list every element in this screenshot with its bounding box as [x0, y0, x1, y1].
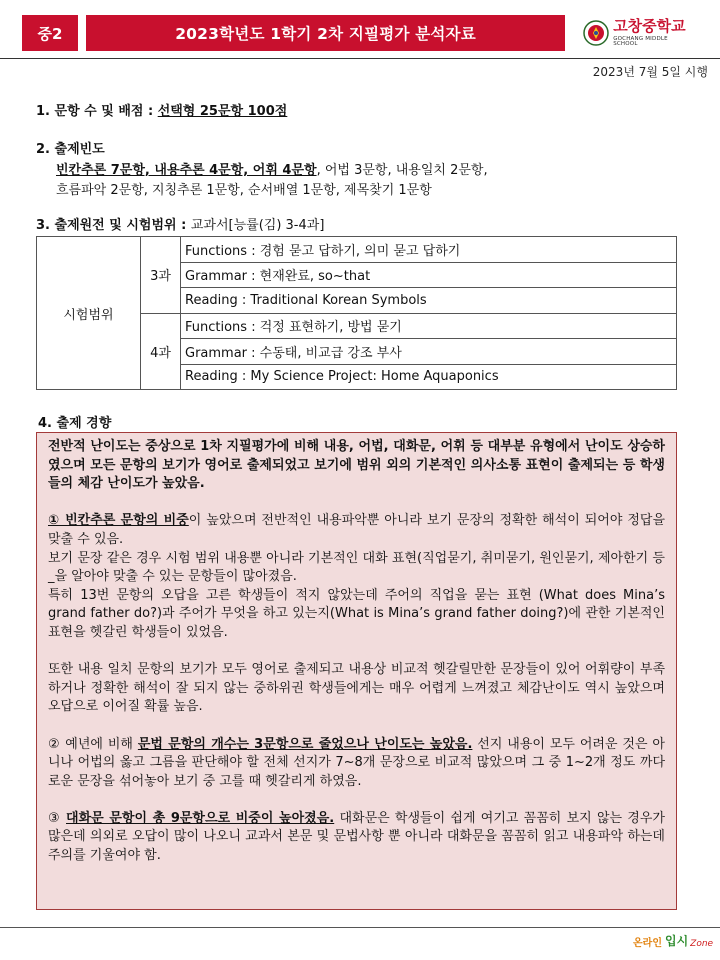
section3-label: 3. 출제원전 및 시험범위 :	[36, 218, 191, 233]
section1-value: 선택형 25문항 100점	[157, 104, 288, 119]
trend-intro: 전반적 난이도는 중상으로 1차 지필평가에 비해 내용, 어법, 대화문, 어휘 등 대부분 유형에서 난이도 상승하였으며 모든 문항의 보기가 영어로 출제되었고 보기에 범위 외의 기본적인 의사소통 표현이 출제되는 등 학생들의 체감 난이도가 높았음.	[48, 439, 665, 492]
trend-point-2	[48, 736, 665, 792]
section-trend-heading: 4. 출제 경향	[38, 416, 112, 431]
lesson-3-grammar: Grammar : 현재완료, so~that	[181, 262, 677, 288]
header	[22, 15, 694, 51]
section-source-heading	[36, 214, 324, 233]
point-1-text: 이 높았으며 전반적인 내용파악뿐 아니라 보기 문장의 정확한 해석이 되어야 정답을 맞출 수 있음.	[48, 513, 666, 547]
lesson-3-reading: Reading : Traditional Korean Symbols	[181, 288, 677, 314]
lesson-3-cell: 3과	[141, 237, 181, 314]
frequency-line-1	[56, 159, 488, 178]
trend-point-1-example: 특히 13번 문항의 오답을 고른 학생들이 적지 않았는데 주어의 직업을 묻는 표현 (What does Mina’s grand father do?)과 주어가 무엇을 하고 있는지(What is Mina’s grand father doing?)에 관한 기본적인 표현을 헷갈린 학생들이 있었음.	[48, 587, 665, 640]
school-name-en: GOCHANG MIDDLE SCHOOL	[613, 35, 668, 47]
frequency-highlight: 빈칸추론 7문항, 내용추론 4문항, 어휘 4문항	[56, 163, 317, 178]
section1-label: 1. 문항 수 및 배점 :	[36, 104, 158, 119]
lesson-4-reading: Reading : My Science Project: Home Aquaponics	[181, 364, 677, 390]
bottom-divider	[0, 927, 720, 928]
trend-point-1-detail: 보기 문장 같은 경우 시험 범위 내용뿐 아니라 기본적인 대화 표현(직업묻기, 취미묻기, 원인묻기, 제아한기 등_을 알아야 맞출 수 있는 문항들이 많아졌음.	[48, 550, 665, 585]
point-2-lead: 문법 문항의 개수는 3문항으로 줄었으나 난이도는 높았음.	[137, 736, 473, 752]
point-3-num: ③	[48, 810, 67, 826]
school-logo	[583, 15, 694, 51]
lesson-4-grammar: Grammar : 수동태, 비교급 강조 부사	[181, 339, 677, 365]
point-1-lead: ① 빈칸추론 문항의 비중	[48, 513, 189, 529]
top-divider	[0, 58, 720, 59]
point-3-lead: 대화문 문항이 총 9문항으로 비중이 높아졌음.	[66, 810, 335, 826]
footer-logo-b: 입시	[664, 934, 689, 948]
point-3-text: 대화문은 학생들이 쉽게 여기고 꼼꼼히 보지 않는 경우가 많은데 의외로 오답이 많이 나오니 교과서 본문 및 문법사항 뿐 아니라 대화문을 꼼꼼히 읽고 내용파악 하는데 주의를 기울여야 함.	[48, 810, 665, 864]
lesson-3-functions: Functions : 경험 묻고 답하기, 의미 묻고 답하기	[181, 237, 677, 263]
trend-point-1	[48, 512, 665, 549]
school-emblem-icon	[583, 20, 609, 46]
frequency-line-2: 흐름파악 2문항, 지칭추론 1문항, 순서배열 1문항, 제목찾기 1문항	[56, 183, 432, 198]
table-row	[37, 237, 677, 263]
lesson-4-cell: 4과	[141, 313, 181, 390]
footer-logo	[633, 932, 713, 949]
page-title: 2023학년도 1학기 2차 지필평가 분석자료	[86, 15, 565, 51]
grade-badge: 중2	[22, 15, 78, 51]
point-2-text: 선지 내용이 모두 어려운 것은 아니나 어법의 옳고 그름을 판단해야 할 전체 선지가 7~8개 문장으로 비교적 많았으며 그 중 1~2개 정도 까다로운 문장을 섞어놓아 보기 중 고를 때 헷갈리게 하였음.	[48, 736, 665, 789]
exam-range-table	[36, 236, 677, 390]
section-frequency-heading: 2. 출제빈도	[36, 142, 105, 157]
footer-logo-a: 온라인	[633, 938, 662, 949]
footer-logo-c: Zone	[690, 939, 714, 949]
trend-analysis-box	[36, 432, 677, 910]
school-name: 고창중학교	[613, 16, 686, 35]
point-2-num: ② 예년에 비해	[48, 736, 138, 752]
section-question-count	[36, 100, 287, 119]
trend-point-3	[48, 810, 665, 866]
frequency-rest: , 어법 3문항, 내용일치 2문항,	[316, 163, 488, 178]
exam-date: 2023년 7월 5일 시행	[592, 65, 708, 79]
lesson-4-functions: Functions : 걱정 표현하기, 방법 묻기	[181, 313, 677, 339]
trend-point-1b: 또한 내용 일치 문항의 보기가 모두 영어로 출제되고 내용상 비교적 헷갈릴만한 문장들이 있어 어휘량이 부족하거나 정확한 해석이 잘 되지 않는 중하위권 학생들에게는 매우 어렵게 느껴졌고 체감난이도 역시 높았으며 오답으로 이어질 확률 높음.	[48, 662, 665, 715]
section3-source: 교과서[능률(김) 3-4과]	[190, 218, 325, 233]
range-label-cell: 시험범위	[37, 237, 141, 390]
